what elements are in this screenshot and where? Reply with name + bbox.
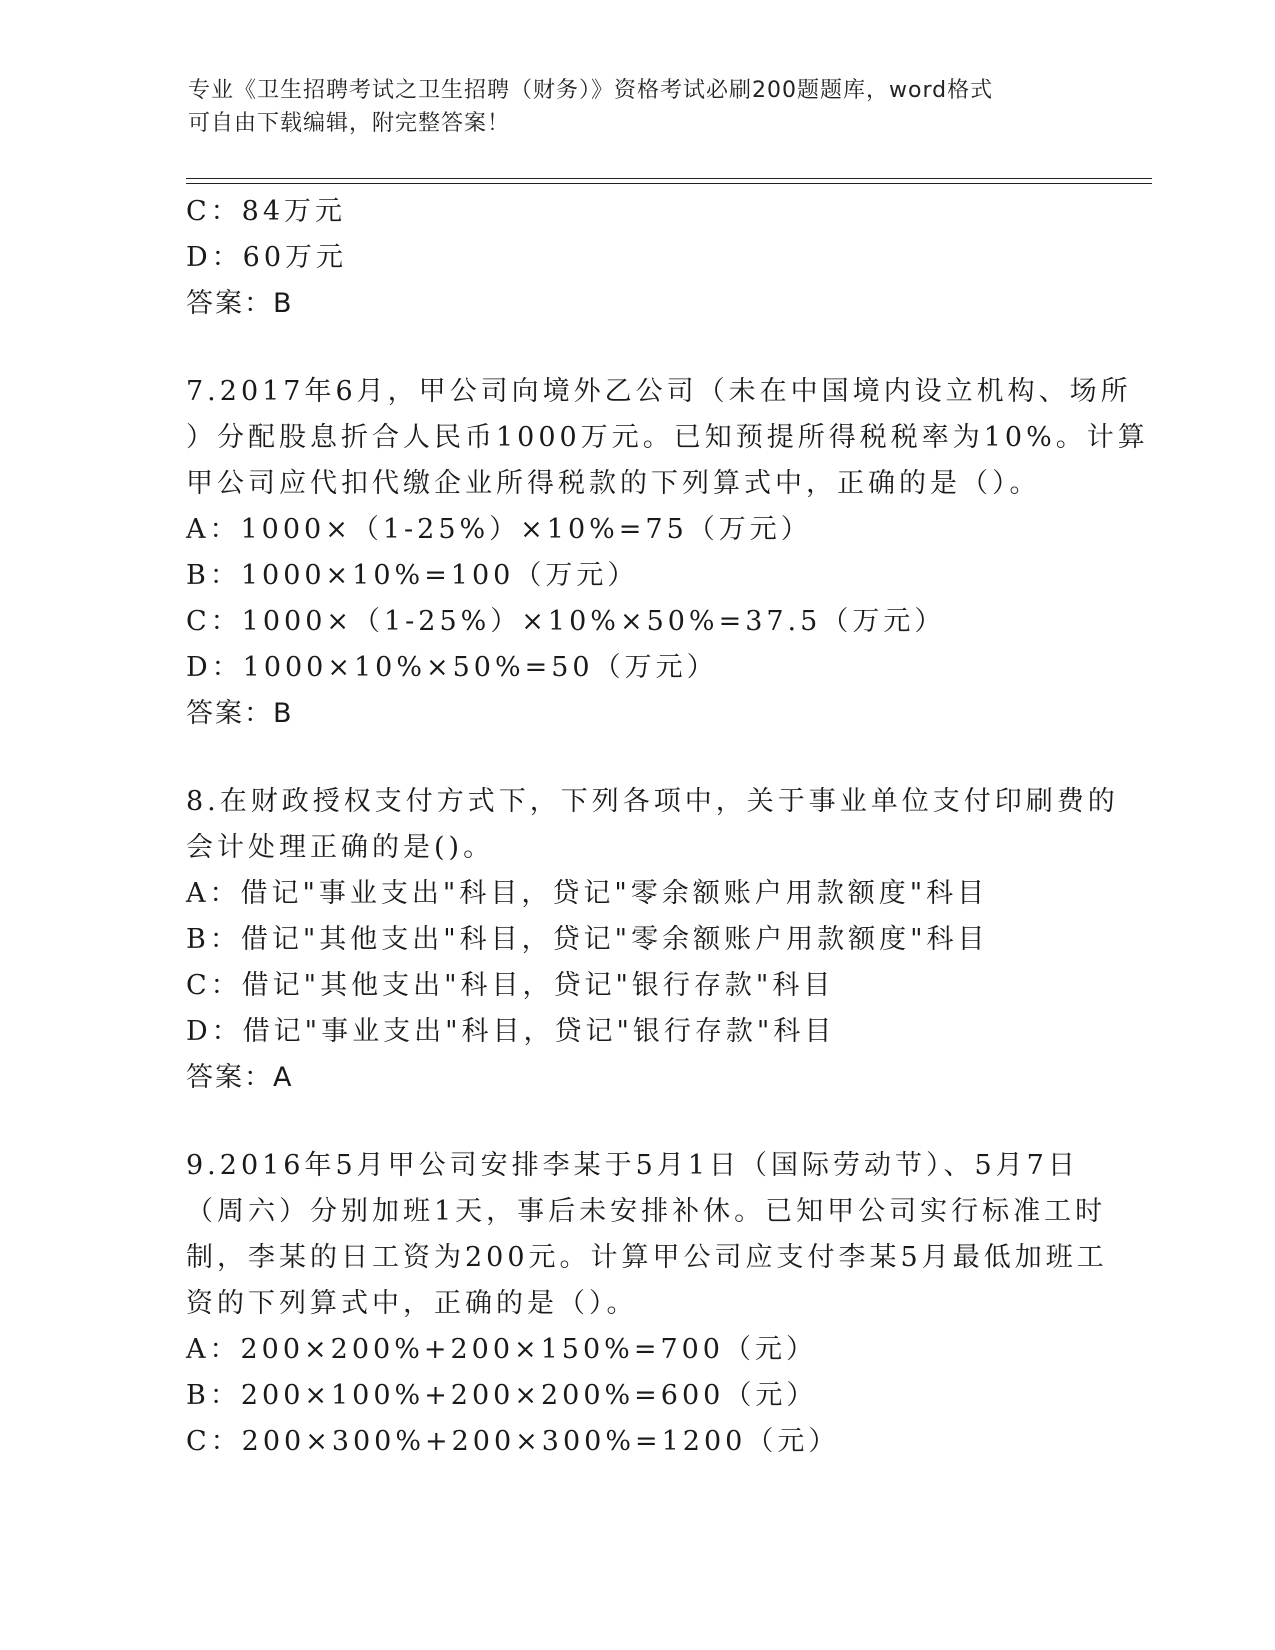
answer-line: 答案：B (186, 698, 294, 729)
header-rule-top (186, 178, 1152, 179)
answer-line: 答案：A (186, 1062, 294, 1093)
answer-line: 答案：B (186, 288, 294, 319)
option-d: D：1000×10%×50%=50（万元） (186, 652, 718, 683)
option-a: A：1000×（1-25%）×10%=75（万元） (186, 514, 812, 545)
question-list (186, 189, 1149, 1465)
question-stem: 8.在财政授权支付方式下，下列各项中，关于事业单位支付印刷费的 (186, 786, 1119, 817)
question-stem: 甲公司应代扣代缴企业所得税款的下列算式中，正确的是（）。 (186, 468, 1041, 499)
option-c: C：借记"其他支出"科目，贷记"银行存款"科目 (186, 970, 835, 1001)
question-8 (186, 779, 1119, 1101)
question-stem: 会计处理正确的是()。 (186, 832, 495, 863)
question-9 (186, 1143, 1108, 1465)
page-header (188, 74, 1068, 140)
option-a: A：200×200%+200×150%=700（元） (186, 1334, 817, 1365)
option-d: D：借记"事业支出"科目，贷记"银行存款"科目 (186, 1016, 836, 1047)
option-b: B：200×100%+200×200%=600（元） (186, 1380, 818, 1411)
question-stem: 9.2016年5月甲公司安排李某于5月1日（国际劳动节）、5月7日 (186, 1150, 1079, 1181)
header-line: 专业《卫生招聘考试之卫生招聘（财务）》资格考试必刷200题题库，word格式 (188, 78, 994, 103)
option-c: C：1000×（1-25%）×10%×50%=37.5（万元） (186, 606, 946, 637)
question-7 (186, 369, 1149, 737)
option-c: C：200×300%+200×300%=1200（元） (186, 1426, 840, 1457)
question-stem: ）分配股息折合人民币1000万元。已知预提所得税税率为10%。计算 (186, 422, 1149, 453)
question-stem: 资的下列算式中，正确的是（）。 (186, 1288, 638, 1319)
question-6-tail (186, 189, 1086, 327)
option-b: B：1000×10%=100（万元） (186, 560, 639, 591)
question-stem: 7.2017年6月，甲公司向境外乙公司（未在中国境内设立机构、场所 (186, 376, 1132, 407)
option-c: C：84万元 (186, 196, 347, 227)
question-stem: （周六）分别加班1天，事后未安排补休。已知甲公司实行标准工时 (186, 1196, 1107, 1227)
option-d: D：60万元 (186, 242, 348, 273)
question-stem: 制，李某的日工资为200元。计算甲公司应支付李某5月最低加班工 (186, 1242, 1108, 1273)
option-b: B：借记"其他支出"科目，贷记"零余额账户用款额度"科目 (186, 924, 989, 955)
header-rule-bottom (186, 183, 1152, 184)
option-a: A：借记"事业支出"科目，贷记"零余额账户用款额度"科目 (186, 878, 989, 909)
header-line: 可自由下载编辑，附完整答案！ (188, 111, 511, 136)
